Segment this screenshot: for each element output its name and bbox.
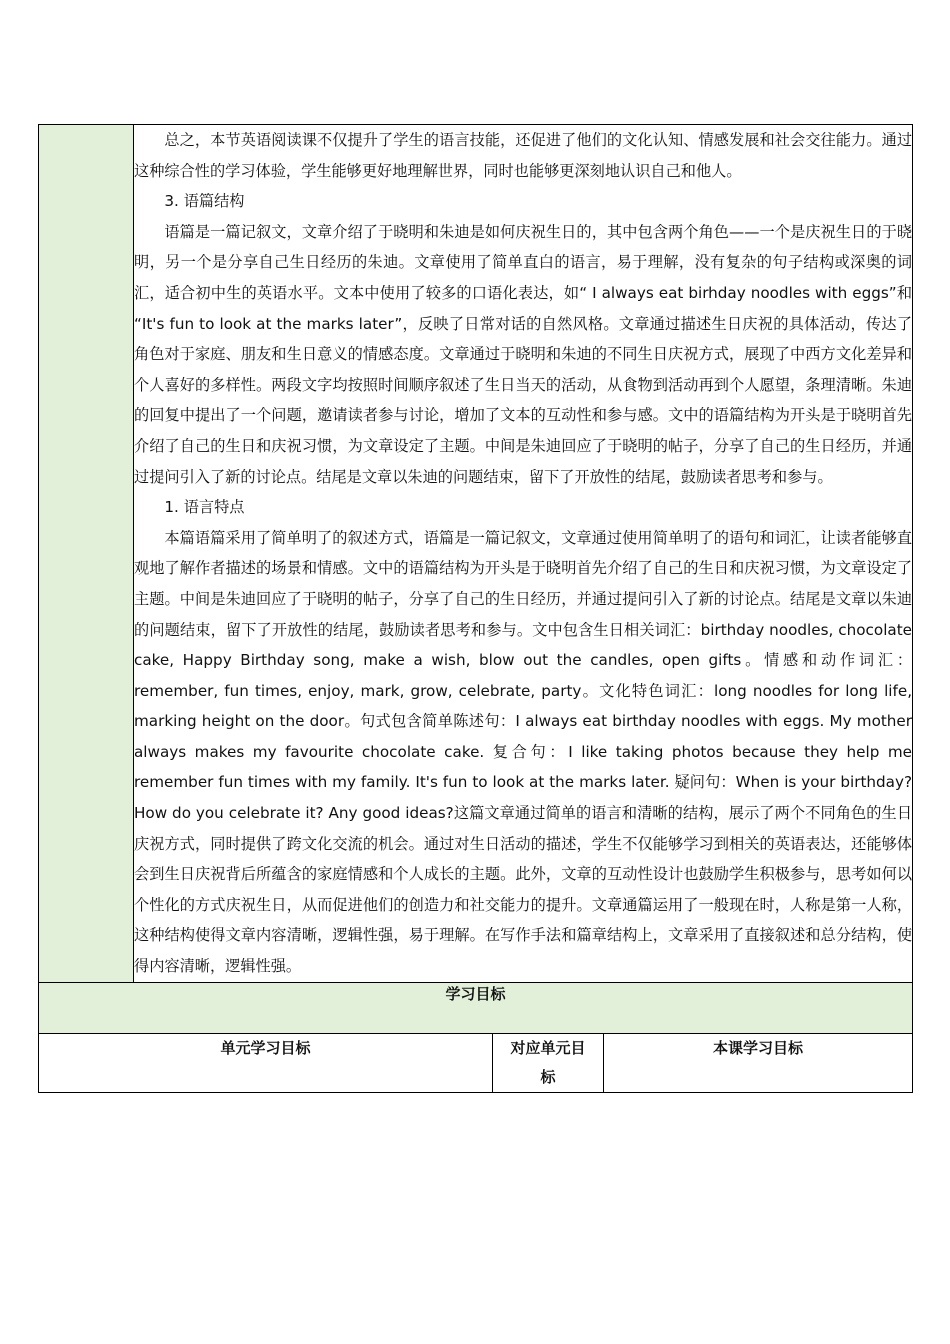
corresponding-goals-header: 对应单元目标 xyxy=(493,1033,604,1092)
language-heading: 1. 语言特点 xyxy=(164,498,245,517)
text-analysis-cell xyxy=(134,125,913,983)
unit-goals-header: 单元学习目标 xyxy=(39,1033,493,1092)
analysis-row xyxy=(39,125,913,983)
goals-section-title: 学习目标 xyxy=(39,982,913,1033)
lesson-plan-table xyxy=(38,124,913,1093)
lesson-goals-header: 本课学习目标 xyxy=(604,1033,913,1092)
language-paragraph: 本篇语篇采用了简单明了的叙述方式，语篇是一篇记叙文，文章通过使用简单明了的语句和词汇，让读者能够直观地了解作者描述的场景和情感。文中的语篇结构为开头是于晓明首先介绍了自己的生日和庆祝习惯，为文章设定了主题。中间是朱迪回应了于晓明的帖子，分享了自己的生日经历，并通过提问引入了新的讨论点。结尾是文章以朱迪的问题结束，留下了开放性的结尾，鼓励读者思考和参与。文中包含生日相关词汇：birthday noodles, chocolate cake, Happy Birthday song, make a wish, blow out the candles, open gifts。情感和动作词汇：remember, fun times, enjoy, mark, grow, celebrate, party。文化特色词汇：long noodles for long life, marking height on the door。句式包含简单陈述句：I always eat birthday noodles with eggs. My mother always makes my favourite chocolate cake. 复合句：I like taking photos because they help me remember fun times with my family. It's fun to look at the marks later. 疑问句：When is your birthday? How do you celebrate it? Any good ideas?这篇文章通过简单的语言和清晰的结构，展示了两个不同角色的生日庆祝方式，同时提供了跨文化交流的机会。通过对生日活动的描述，学生不仅能够学习到相关的英语表达，还能够体会到生日庆祝背后所蕴含的家庭情感和个人成长的主题。此外，文章的互动性设计也鼓励学生积极参与，思考如何以个性化的方式庆祝生日，从而促进他们的创造力和社交能力的提升。文章通篇运用了一般现在时，人称是第一人称，这种结构使得文章内容清晰，逻辑性强，易于理解。在写作手法和篇章结构上，文章采用了直接叙述和总分结构，使得内容清晰，逻辑性强。 xyxy=(134,528,913,976)
structure-paragraph: 语篇是一篇记叙文，文章介绍了于晓明和朱迪是如何庆祝生日的，其中包含两个角色——一个是庆祝生日的于晓明，另一个是分享自己生日经历的朱迪。文章使用了简单直白的语言，易于理解，没有复杂的句子结构或深奥的词汇，适合初中生的英语水平。文本中使用了较多的口语化表达，如“ I always eat birhday noodles with eggs”和 “It's fun to look at the marks later”，反映了日常对话的自然风格。文章通过描述生日庆祝的具体活动，传达了角色对于家庭、朋友和生日意义的情感态度。文章通过于晓明和朱迪的不同生日庆祝方式，展现了中西方文化差异和个人喜好的多样性。两段文字均按照时间顺序叙述了生日当天的活动，从食物到活动再到个人愿望，条理清晰。朱迪的回复中提出了一个问题，邀请读者参与讨论，增加了文本的互动性和参与感。文中的语篇结构为开头是于晓明首先介绍了自己的生日和庆祝习惯，为文章设定了主题。中间是朱迪回应了于晓明的帖子，分享了自己的生日经历，并通过提问引入了新的讨论点。结尾是文章以朱迪的问题结束，留下了开放性的结尾，鼓励读者思考和参与。 xyxy=(134,222,913,486)
document-page xyxy=(38,124,912,1093)
structure-heading: 3. 语篇结构 xyxy=(164,192,245,211)
goals-header-row xyxy=(39,1033,913,1092)
summary-paragraph: 总之，本节英语阅读课不仅提升了学生的语言技能，还促进了他们的文化认知、情感发展和社会交往能力。通过这种综合性的学习体验，学生能够更好地理解世界，同时也能够更深刻地认识自己和他人。 xyxy=(134,131,913,180)
row-label-cell xyxy=(39,125,134,983)
goals-title-row xyxy=(39,982,913,1033)
